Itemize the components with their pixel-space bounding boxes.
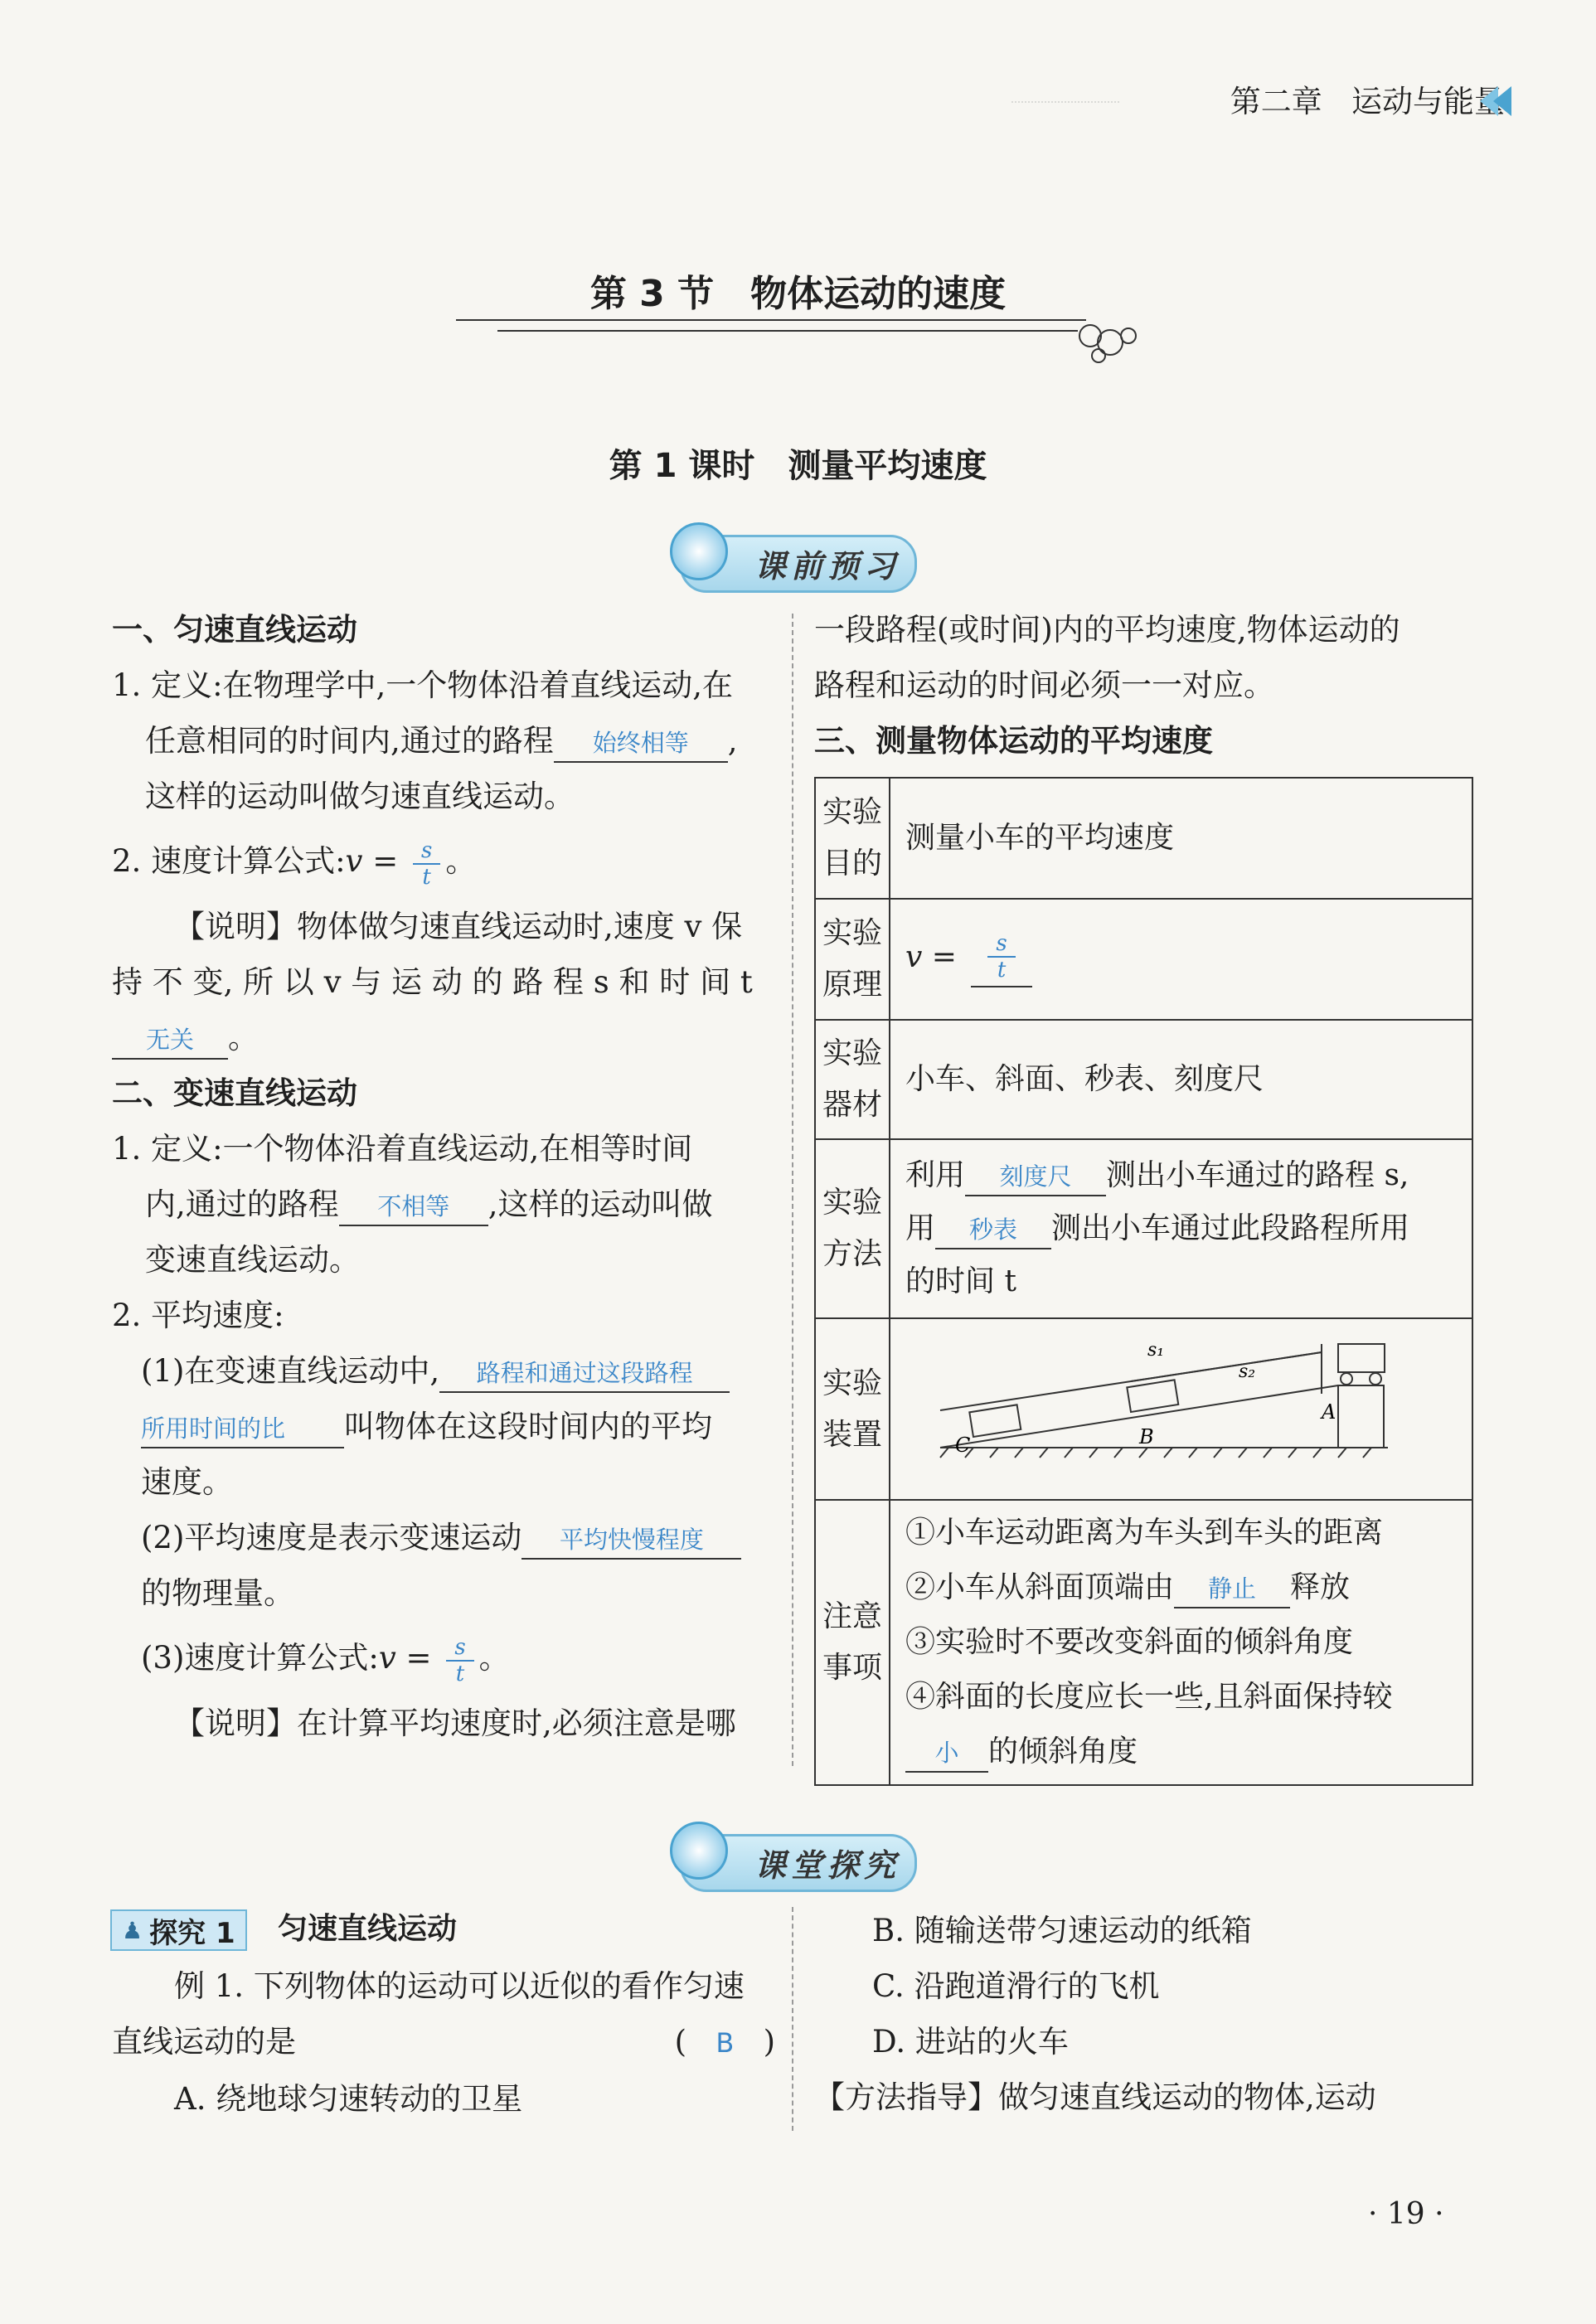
answer-blank: 无关 <box>112 1021 228 1060</box>
avg1-line-1: (1)在变速直线运动中, 路程和通过这段路程 <box>112 1343 775 1399</box>
heading-measure: 三、测量物体运动的平均速度 <box>814 723 1213 759</box>
continued-line-2: 路程和运动的时间必须一一对应。 <box>814 667 1274 703</box>
label-b: B <box>1139 1425 1154 1448</box>
formula-line: 2. 速度计算公式:v = $\frac{s}{t}$ 。 <box>112 837 477 890</box>
section-title: 第 3 节 物体运动的速度 <box>589 273 1007 315</box>
continued-line-1: 一段路程(或时间)内的平均速度,物体运动的 <box>814 612 1400 648</box>
def-line-3: 这样的运动叫做匀速直线运动。 <box>145 779 575 814</box>
explore-right <box>814 1903 1477 2125</box>
def-line-2: 任意相同的时间内,通过的路程 始终相等 , <box>112 713 775 769</box>
apparatus-header: 实验装置 <box>815 1318 890 1500</box>
answer-blank: 路程和通过这段路程 <box>439 1355 730 1393</box>
purpose-content: 测量小车的平均速度 <box>890 778 1472 899</box>
location-pin-icon <box>670 522 728 580</box>
option-b: B. 随输送带匀速运动的纸箱 <box>872 1913 1252 1948</box>
explore-divider <box>792 1907 793 2131</box>
label-a: A <box>1322 1400 1336 1424</box>
chapter-title: 运动与能量 <box>1351 84 1505 119</box>
ground-hatch <box>940 1448 1371 1458</box>
header-arrow-icon <box>1480 86 1511 116</box>
principle-header: 实验原理 <box>815 899 890 1020</box>
explore-tag: ♟ 探究 1 <box>110 1909 247 1951</box>
right-column <box>814 602 1477 769</box>
formula-fraction: $\frac{s}{t}$ <box>446 1635 473 1686</box>
answer-blank: 小 <box>905 1735 988 1773</box>
explore-left <box>112 1958 775 2127</box>
avg1-line-2: 所用时间的比 叫物体在这段时间内的平均 <box>112 1399 775 1454</box>
answer-blank: 所用时间的比 <box>141 1410 344 1448</box>
answer-blank: 始终相等 <box>554 725 728 763</box>
principle-content: v = $\frac{s}{t}$ <box>890 899 1472 1020</box>
option-d: D. 进站的火车 <box>872 2024 1069 2060</box>
page-number: · 19 · <box>1368 2197 1444 2231</box>
explore-title: 匀速直线运动 <box>278 1912 458 1946</box>
equipment-header: 实验器材 <box>815 1020 890 1139</box>
answer-blank: 不相等 <box>339 1188 488 1226</box>
example-answer: B <box>716 2027 735 2059</box>
example-line-1: 例 1. 下列物体的运动可以近似的看作匀速 <box>174 1968 745 2004</box>
avg-speed-heading: 2. 平均速度: <box>112 1298 284 1333</box>
header-decoration <box>1011 73 1119 103</box>
support-block <box>1338 1385 1384 1448</box>
cart-b <box>1127 1380 1178 1412</box>
def2-line-1: 1. 定义:一个物体沿着直线运动,在相等时间 <box>112 1131 693 1167</box>
method-content: 利用 刻度尺 测出小车通过的路程 s, 用 秒表 测出小车通过此段路程所用 的时间 t <box>890 1139 1472 1318</box>
magnifier-icon <box>670 1822 728 1880</box>
avg2-line-2: 的物理量。 <box>141 1575 294 1611</box>
table-row <box>815 1318 1472 1500</box>
answer-blank: 静止 <box>1174 1570 1290 1608</box>
purpose-header: 实验目的 <box>815 778 890 899</box>
note-1-line-3: 无关 。 <box>112 1010 775 1065</box>
def2-line-3: 变速直线运动。 <box>145 1242 360 1278</box>
heading-uniform-motion: 一、匀速直线运动 <box>112 612 357 648</box>
formula-fraction: $\frac{s}{t}$ <box>971 931 1031 987</box>
note-1-line-2: 持 不 变, 所 以 v 与 运 动 的 路 程 s 和 时 间 t <box>112 964 753 1000</box>
answer-blank: 秒表 <box>935 1211 1051 1249</box>
label-s1: s₁ <box>1147 1340 1165 1361</box>
notes-content: ①小车运动距离为车头到车头的距离 ②小车从斜面顶端由 静止 释放 ③实验时不要改变斜面的倾斜角度 ④斜面的长度应长一些,且斜面保持较 小 的倾斜角度 <box>890 1500 1472 1785</box>
experiment-table <box>814 777 1473 1786</box>
avg1-line-3: 速度。 <box>141 1464 233 1500</box>
table-row <box>815 1020 1472 1139</box>
note-2: 【说明】在计算平均速度时,必须注意是哪 <box>174 1705 736 1741</box>
table-row <box>815 1500 1472 1785</box>
notes-header: 注意事项 <box>815 1500 890 1785</box>
table-row <box>815 1139 1472 1318</box>
answer-blank: 刻度尺 <box>965 1158 1106 1196</box>
avg2-line-1: (2)平均速度是表示变速运动 平均快慢程度 <box>112 1510 775 1565</box>
section-underline <box>456 319 1086 321</box>
method-header: 实验方法 <box>815 1139 890 1318</box>
lesson-title: 第 1 课时 测量平均速度 <box>609 447 987 485</box>
example-line-2: 直线运动的是 ( B ) <box>112 2024 775 2060</box>
note-1-line-1: 【说明】物体做匀速直线运动时,速度 v 保 <box>174 909 743 944</box>
table-row <box>815 778 1472 899</box>
chapter-label: 第二章 <box>1230 84 1322 119</box>
preview-banner-text: 课前预习 <box>754 548 901 585</box>
left-column <box>112 602 775 1751</box>
chapter-header <box>1230 76 1505 121</box>
def2-line-2: 内,通过的路程 不相等 ,这样的运动叫做 <box>112 1177 775 1232</box>
person-icon: ♟ <box>122 1916 143 1944</box>
option-a: A. 绕地球匀速转动的卫星 <box>174 2081 523 2117</box>
cart-c <box>969 1405 1021 1437</box>
label-c: C <box>955 1434 971 1457</box>
def-line-1: 1. 定义:在物理学中,一个物体沿着直线运动,在 <box>112 667 734 703</box>
table-row <box>815 899 1472 1020</box>
avg3-line: (3)速度计算公式:v = $\frac{s}{t}$ 。 <box>141 1634 510 1686</box>
incline-apparatus-diagram <box>890 1319 1471 1482</box>
formula-fraction: $\frac{s}{t}$ <box>413 838 440 890</box>
option-c: C. 沿跑道滑行的飞机 <box>872 1968 1160 2004</box>
apparatus-figure-cell <box>890 1318 1472 1500</box>
equipment-content: 小车、斜面、秒表、刻度尺 <box>890 1020 1472 1139</box>
bubble-ornament-icon <box>1074 319 1140 369</box>
heading-variable-motion: 二、变速直线运动 <box>112 1075 357 1111</box>
explore-banner-text: 课堂探究 <box>754 1847 901 1884</box>
method-guide: 【方法指导】做匀速直线运动的物体,运动 <box>814 2079 1376 2115</box>
cart-a <box>1338 1344 1385 1372</box>
section-underline-2 <box>497 330 1078 332</box>
answer-blank: 平均快慢程度 <box>521 1521 741 1560</box>
label-s2: s₂ <box>1239 1361 1256 1382</box>
column-divider <box>792 614 793 1766</box>
